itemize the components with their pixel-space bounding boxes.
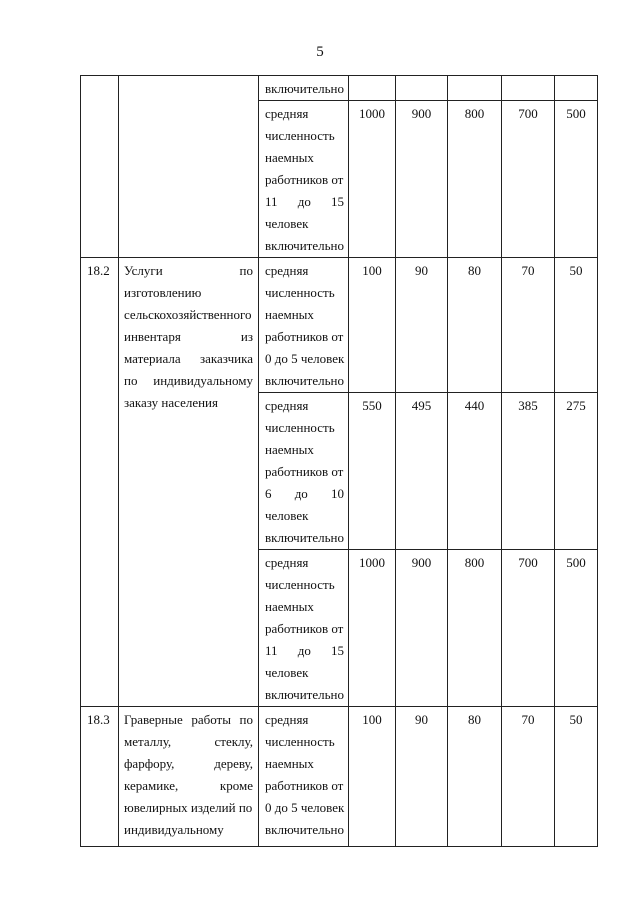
text-line: работников от — [265, 172, 344, 187]
text-line: средняя — [265, 712, 309, 727]
text-line: наемных — [265, 599, 314, 614]
item-number-cell — [81, 76, 119, 258]
text-line: наемных — [265, 307, 314, 322]
value-cell: 100 — [349, 258, 396, 393]
text-line: включительно — [265, 687, 344, 702]
value-cell: 100 — [349, 707, 396, 847]
value-cell — [555, 76, 598, 101]
text-line: человек — [265, 508, 309, 523]
value-cell: 500 — [555, 101, 598, 258]
text-line — [124, 731, 253, 753]
text-line: наемных — [265, 756, 314, 771]
text-line — [265, 483, 344, 505]
word: металлу, — [124, 734, 172, 749]
word: до — [297, 194, 311, 209]
text-line: включительно — [265, 530, 344, 545]
text-line: средняя — [265, 398, 309, 413]
text-line: включительно — [265, 238, 344, 253]
value-cell: 70 — [502, 258, 555, 393]
text-line — [124, 348, 253, 370]
value-cell — [502, 76, 555, 101]
word: 15 — [331, 194, 344, 209]
condition-cell — [259, 258, 349, 393]
value-cell: 500 — [555, 550, 598, 707]
tariff-table — [80, 75, 598, 847]
condition-cell — [259, 101, 349, 258]
word: до — [294, 486, 308, 501]
value-cell: 80 — [448, 258, 502, 393]
text-line: включительно — [265, 822, 344, 837]
word: материала — [124, 351, 181, 366]
text-line: работников от — [265, 464, 344, 479]
word: из — [240, 329, 253, 344]
value-cell: 900 — [396, 101, 448, 258]
item-number-cell: 18.3 — [81, 707, 119, 847]
value-cell: 70 — [502, 707, 555, 847]
text-line: включительно — [265, 373, 344, 388]
value-cell: 700 — [502, 550, 555, 707]
text-line: численность — [265, 285, 335, 300]
service-name-cell — [119, 76, 259, 258]
value-cell: 800 — [448, 101, 502, 258]
text-line: средняя — [265, 263, 309, 278]
value-cell: 1000 — [349, 550, 396, 707]
word: 6 — [265, 486, 272, 501]
word: стеклу, — [214, 734, 253, 749]
service-name-cell — [119, 707, 259, 847]
value-cell: 550 — [349, 393, 396, 550]
value-cell: 1000 — [349, 101, 396, 258]
text-line: численность — [265, 577, 335, 592]
value-cell: 90 — [396, 258, 448, 393]
text-line: численность — [265, 734, 335, 749]
value-cell: 900 — [396, 550, 448, 707]
word: по — [239, 263, 253, 278]
text-line — [124, 709, 253, 731]
text-line: работников от — [265, 329, 344, 344]
text-line: наемных — [265, 150, 314, 165]
text-line: сельскохозяйственного — [124, 307, 252, 322]
value-cell: 440 — [448, 393, 502, 550]
word: дереву, — [214, 756, 253, 771]
text-line — [124, 370, 253, 392]
value-cell: 90 — [396, 707, 448, 847]
condition-cell — [259, 393, 349, 550]
page-number: 5 — [316, 44, 324, 60]
text-line — [265, 191, 344, 213]
value-cell — [448, 76, 502, 101]
word: 11 — [265, 194, 278, 209]
condition-cell — [259, 76, 349, 101]
text-line: ювелирных изделий по — [124, 800, 253, 815]
text-line: человек — [265, 216, 309, 231]
text-line: индивидуальному — [124, 822, 224, 837]
text-line: изготовлению — [124, 285, 202, 300]
word: кроме — [219, 778, 253, 793]
word: до — [297, 643, 311, 658]
word: Услуги — [124, 263, 163, 278]
word: по — [239, 712, 253, 727]
table-row — [81, 707, 598, 847]
value-cell: 700 — [502, 101, 555, 258]
text-line: средняя — [265, 106, 309, 121]
value-cell: 50 — [555, 258, 598, 393]
value-cell: 50 — [555, 707, 598, 847]
text-line: человек — [265, 665, 309, 680]
word: работы — [191, 712, 231, 727]
text-line: средняя — [265, 555, 309, 570]
text-line — [265, 640, 344, 662]
condition-cell — [259, 707, 349, 847]
text-line: наемных — [265, 442, 314, 457]
word: фарфору, — [124, 756, 175, 771]
table-row — [81, 76, 598, 101]
text-line: работников от — [265, 778, 344, 793]
word: 15 — [331, 643, 344, 658]
value-cell: 385 — [502, 393, 555, 550]
text-line: заказу населения — [124, 395, 218, 410]
value-cell — [349, 76, 396, 101]
value-cell: 800 — [448, 550, 502, 707]
text-line — [124, 260, 253, 282]
item-number-cell: 18.2 — [81, 258, 119, 707]
text-line — [124, 753, 253, 775]
text-line — [124, 775, 253, 797]
word: керамике, — [124, 778, 179, 793]
value-cell: 80 — [448, 707, 502, 847]
table-row — [81, 258, 598, 393]
word: инвентаря — [124, 329, 181, 344]
condition-cell — [259, 550, 349, 707]
text-line: 0 до 5 человек — [265, 800, 345, 815]
word: индивидуальному — [153, 373, 253, 388]
text-line — [124, 326, 253, 348]
text-line: численность — [265, 420, 335, 435]
word: по — [124, 373, 138, 388]
value-cell: 275 — [555, 393, 598, 550]
word: Граверные — [124, 712, 183, 727]
value-cell — [396, 76, 448, 101]
table-body — [81, 76, 598, 847]
value-cell: 495 — [396, 393, 448, 550]
text-line: 0 до 5 человек — [265, 351, 345, 366]
text-line: численность — [265, 128, 335, 143]
word: 11 — [265, 643, 278, 658]
service-name-cell — [119, 258, 259, 707]
word: 10 — [331, 486, 344, 501]
word: заказчика — [199, 351, 253, 366]
text-line: включительно — [265, 81, 344, 96]
text-line: работников от — [265, 621, 344, 636]
